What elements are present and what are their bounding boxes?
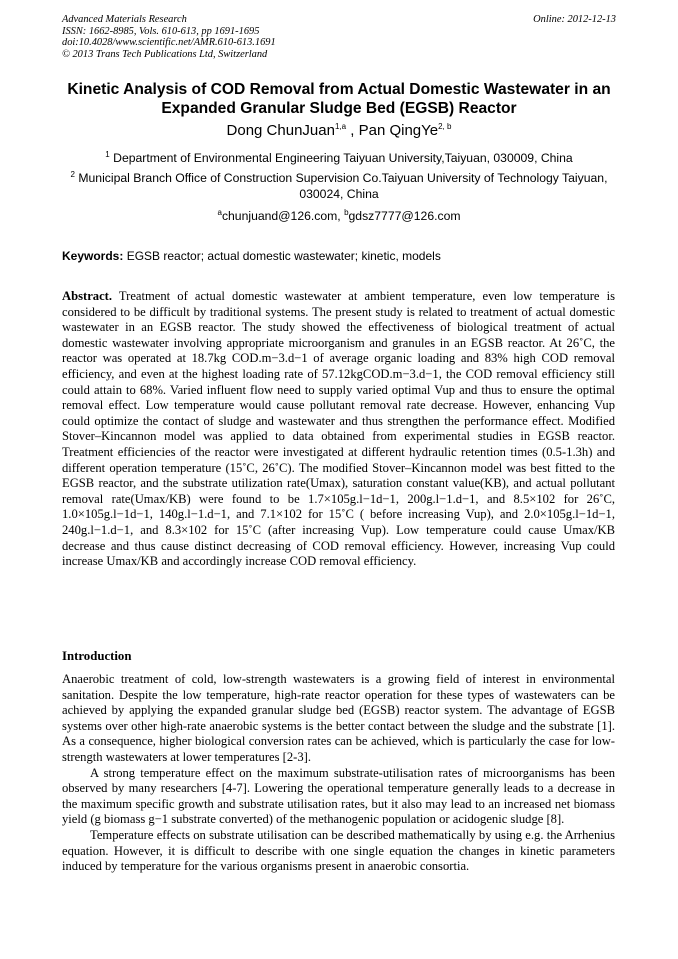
intro-paragraph-2: A strong temperature effect on the maximum substrate-utilisation rates of microorganisms has been observed by many researchers [4-7]. Lowering the operational temperature generally leads to a decrease in the maximum specific growth and substrate utilisation rates, but it also may lead to an increased net biomass yield (g biomass g−1 substrate converted) of the methanogenic population or acidogenic sludge [8]. (62, 765, 615, 827)
journal-name: Advanced Materials Research (62, 14, 187, 25)
abstract-text: Treatment of actual domestic wastewater at ambient temperature, even low temperature is considered to be difficult by traditional systems. The present study is related to treatment of actual domestic wastewater in an EGSB reactor. The study showed the effectiveness of biological treatment of actual domestic wastewater involving appropriate microorganism and granules in an EGSB reactor. At 26˚C, the reactor was operated at 18.7kg COD.m−3.d−1 of average organic loading and 83% high COD removal efficiency, and even at the highest loading rate of 57.12kgCOD.m−3.d−1, the COD removal efficiency still could attain to 68%. Varied influent flow need to supply varied optimal Vup and thus to ensure the optimal removal effect. Low temperature would cause pollutant removal rate decrease. However, enhancing Vup could optimize the contact of sludge and wastewater and thus strengthen the performance effect. Modified Stover–Kincannon model was applied to data obtained from experimental studies in EGSB reactor. Treatment efficiencies of the reactor were investigated at different hydraulic retention times (0.5-1.3h) and different operation temperature (15˚C, 26˚C). The modified Stover–Kincannon model was best fitted to the EGSB reactor, and the substrate utilization rate(Umax), saturation constant value(KB), and actual pollutant removal rate(Umax/KB) were found to be 1.7×105g.l−1d−1, 200g.l−1.d−1, and 8.5×102 for 26˚C, 1.0×105g.l−1d−1, 140g.l−1.d−1, and 7.1×102 for 15˚C ( before increasing Vup), and 2.0×105g.l−1d−1, 240g.l−1.d−1, and 8.3×102 for 15˚C (after increasing Vup). Low temperature could cause Umax/KB decrease and thus cause distinct decreasing of COD removal efficiency. However, increasing Vup could increase Umax/KB and accordingly increase COD removal efficiency. (62, 289, 615, 569)
author-2: Pan QingYe (358, 122, 439, 139)
author-separator: , (346, 122, 359, 139)
keywords-label: Keywords: (62, 249, 124, 263)
author-2-sup: 2, b (438, 122, 452, 131)
intro-paragraph-1: Anaerobic treatment of cold, low-strength wastewaters is a growing field of interest in environmental sanitation. Despite the low temperature, high-rate reactor operation for these types of wastewaters can be achieved by applying the expanded granular sludge bed (EGSB) reactor system. The advantage of EGSB systems over other high-rate anaerobic systems is the better contact between the sludge and the substrate [1]. As a consequence, higher biological conversion rates can be achieved, which is particularly the case for low-strength wastewaters at lower temperatures [2-3]. (62, 672, 615, 764)
keywords (62, 249, 441, 263)
intro-paragraph-3: Temperature effects on substrate utilisation can be described mathematically by using e.g. the Arrhenius equation. However, it is difficult to describe with one single equation the changes in kinetic parameters induced by temperature for the various organisms present in anaerobic consortia. (62, 827, 615, 874)
author-line (0, 122, 678, 139)
keywords-text: EGSB reactor; actual domestic wastewater; kinetic, models (123, 249, 441, 263)
online-date: Online: 2012-12-13 (533, 14, 616, 25)
introduction-body (62, 672, 615, 875)
paper-title: Kinetic Analysis of COD Removal from Actual Domestic Wastewater in an Expanded Granular Sludge Bed (EGSB) Reactor (67, 81, 611, 117)
email-line (40, 208, 638, 224)
affiliation-2-text: Municipal Branch Office of Construction Supervision Co.Taiyuan University of Technology Taiyuan, 030024, China (78, 171, 608, 201)
email-1: chunjuand@126.com, (221, 209, 345, 223)
doi-line: doi:10.4028/www.scientific.net/AMR.610-613.1691 (62, 37, 276, 48)
abstract-label: Abstract. (62, 289, 113, 303)
email-a-sup: a (217, 207, 222, 217)
affiliation-2 (59, 170, 619, 202)
affiliation-1-text: Department of Environmental Engineering Taiyuan University,Taiyuan, 030009, China (113, 151, 573, 165)
abstract (62, 289, 615, 570)
author-1: Dong ChunJuan (226, 122, 335, 139)
issn-line: ISSN: 1662-8985, Vols. 610-613, pp 1691-1695 (62, 25, 260, 37)
journal-meta (62, 14, 276, 60)
copyright-line: © 2013 Trans Tech Publications Ltd, Switzerland (62, 48, 268, 60)
email-b-sup: b (344, 207, 349, 217)
email-2: gdsz7777@126.com (348, 209, 461, 223)
author-1-sup: 1,a (334, 122, 347, 131)
affiliation-2-num: 2 (70, 169, 75, 179)
affiliation-1-num: 1 (105, 149, 110, 159)
affiliation-1 (40, 150, 638, 166)
section-heading-introduction: Introduction (62, 649, 132, 663)
